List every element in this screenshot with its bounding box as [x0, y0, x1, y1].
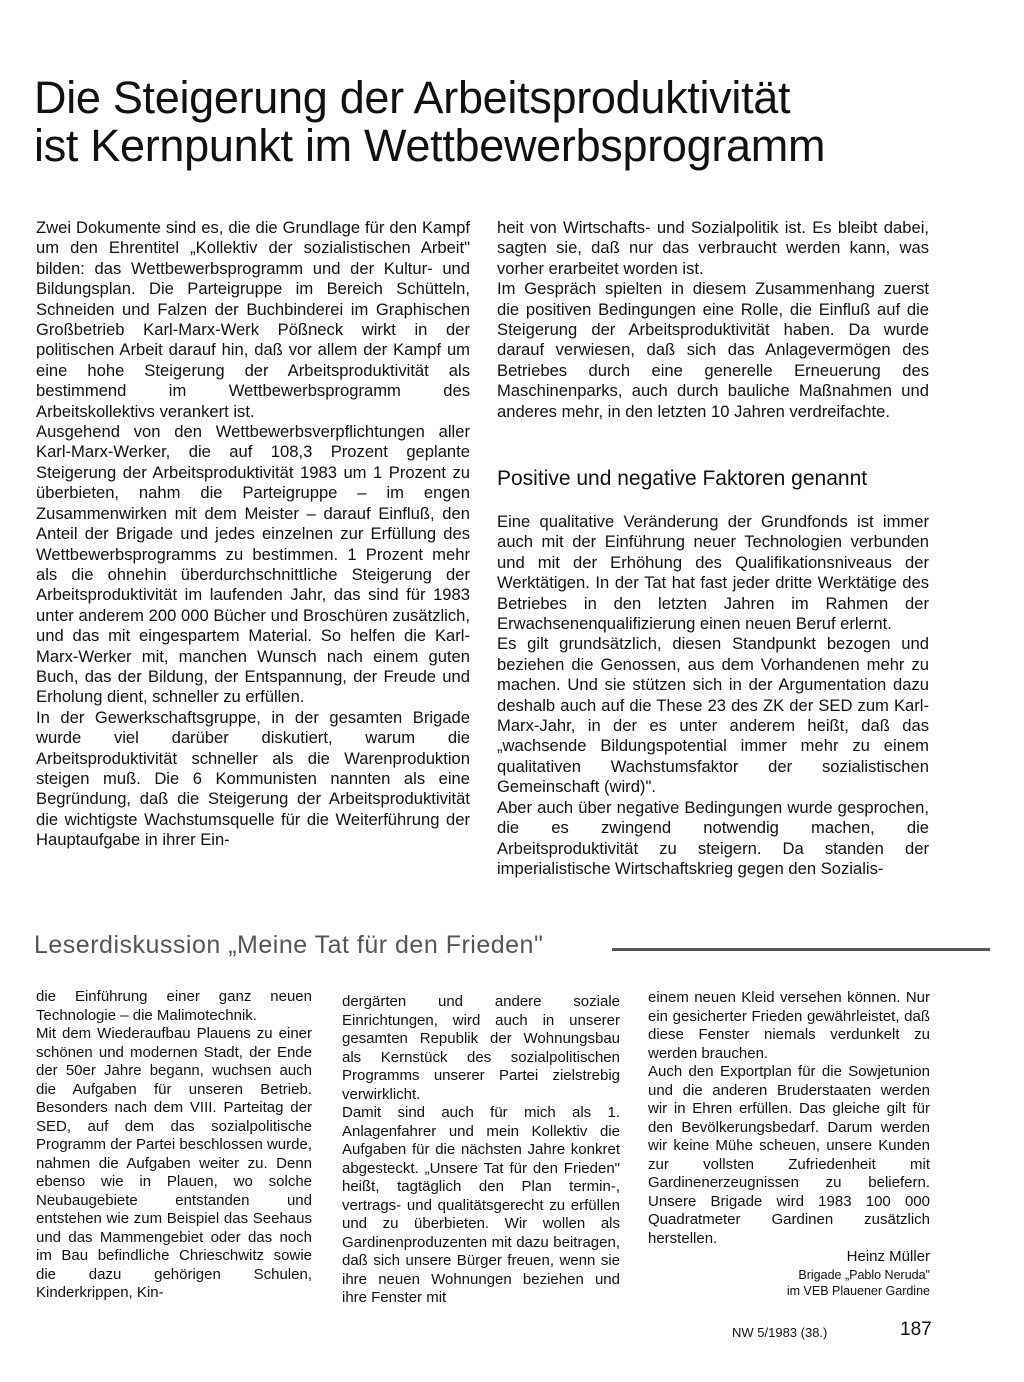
article-title-line-2: ist Kernpunkt im Wettbewerbsprogramm	[34, 120, 826, 171]
article-paragraph: Es gilt grundsätzlich, diesen Standpunkt bezogen und beziehen die Genossen, aus dem Vorhandenen mehr zu machen. Und sie stützen sich in der Argumentation dazu deshalb auch auf die These 23 des ZK der SED zum Karl-Marx-Jahr, in der es unter anderem heißt, daß das „wachsende Bildungspotential immer mehr zu einem qualitativen Wachstumsfaktor der sozialistischen Gemeinschaft (wird)".	[497, 634, 929, 797]
article-subheading: Positive und negative Faktoren genannt	[497, 467, 868, 490]
article-title	[34, 74, 994, 170]
article-column-2-top	[497, 218, 929, 422]
author-name: Heinz Müller	[846, 1248, 930, 1265]
article-paragraph: Im Gespräch spielten in diesem Zusammenhang zuerst die positiven Bedingungen eine Rolle, die Einfluß auf die Steigerung der Arbeitsproduktivität haben. Da wurde darauf verwiesen, daß sich das Anlagevermögen des Betriebes durch eine generelle Erneuerung des Maschinenparks, auch durch bauliche Maßnahmen und anderes mehr, in den letzten 10 Jahren verdreifachte.	[497, 279, 929, 421]
author-affiliation-line: Brigade „Pablo Neruda"	[798, 1268, 930, 1282]
article-column-2-bottom	[497, 512, 929, 879]
author-affiliation	[648, 1267, 930, 1299]
article-paragraph: Zwei Dokumente sind es, die die Grundlage für den Kampf um den Ehrentitel „Kollektiv der sozialistischen Arbeit" bilden: das Wettbewerbsprogramm und der Kultur- und Bildungsplan. Die Parteigruppe im Bereich Schütteln, Schneiden und Falzen der Buchbinderei im Graphischen Großbetrieb Karl-Marx-Werk Pößneck wirkt in der politischen Arbeit darauf hin, daß vor allem der Kampf um eine hohe Steigerung der Arbeitsproduktivität als bestimmend im Wettbewerbsprogramm des Arbeitskollektivs verankert ist.	[36, 218, 470, 421]
page-number: 187	[900, 1319, 932, 1340]
reader-discussion-heading: Leserdiskussion „Meine Tat für den Frieden"	[34, 931, 544, 959]
reader-paragraph: Damit sind auch für mich als 1. Anlagenfahrer und mein Kollektiv die Aufgaben für die nächsten Jahre konkret abgesteckt. „Unsere Tat für den Frieden" heißt, tagtäglich den Plan termin-, vertrags- und qualitätsgerecht zu erfüllen und zu überbieten. Wir wollen als Gardinenproduzenten mit dazu beitragen, daß sich unsere Bürger freuen, wenn sie ihre neuen Wohnungen beziehen und ihre Fenster mit	[342, 1104, 620, 1306]
article-paragraph: Aber auch über negative Bedingungen wurde gesprochen, die es zwingend notwendig machen, die Arbeitsproduktivität zu steigern. Da standen der imperialistische Wirtschaftskrieg gegen den Sozialis-	[497, 797, 929, 878]
article-title-line-1: Die Steigerung der Arbeitsproduktivität	[34, 72, 791, 123]
reader-column-2	[342, 993, 620, 1308]
article-paragraph: Eine qualitative Veränderung der Grundfonds ist immer auch mit der Einführung neuer Technologien verbunden und mit der Erhöhung des Qualifikationsniveaus der Werktätigen. In der Tat hat fast jeder dritte Werktätige des Betriebes in den letzten Jahren im Rahmen der Erwachsenenqualifizierung einen neuen Beruf erlernt.	[497, 512, 929, 634]
article-column-1	[36, 218, 470, 851]
article-paragraph: Ausgehend von den Wettbewerbsverpflichtungen aller Karl-Marx-Werker, die auf 108,3 Prozent geplante Steigerung der Arbeitsproduktivität 1983 um 1 Prozent zu überbieten, nahm die Parteigruppe – im engen Zusammenwirken mit dem Meister – darauf Einfluß, den Anteil der Brigade und jedes einzelnen zur Erfüllung des Wettbewerbsprogramms zu bestimmen. 1 Prozent mehr als die ohnehin überdurchschnittliche Steigerung der Arbeitsproduktivität im laufenden Jahr, das sind für 1983 unter anderem 200 000 Bücher und Broschüren zusätzlich, und das mit eingespartem Material. So helfen die Karl-Marx-Werker mit, manchen Wunsch nach einem guten Buch, das der Bildung, der Entspannung, der Freude und Erholung dient, schneller zu erfüllen.	[36, 422, 470, 707]
reader-paragraph: Mit dem Wiederaufbau Plauens zu einer schönen und modernen Stadt, der Ende der 50er Jahre begann, wuchsen auch die Aufgaben für unseren Betrieb. Besonders nach dem VIII. Parteitag der SED, auf dem das sozialpolitische Programm der Partei beschlossen wurde, nahmen die Aufgaben weiter zu. Denn ebenso wie in Plauen, wo solche Neubaugebiete entstanden und entstehen wie zum Beispiel das Seehaus und das Mammengebiet oder das noch im Bau befindliche Chrieschwitz sowie die dazu gehörigen Schulen, Kinderkrippen, Kin-	[36, 1025, 312, 1301]
author-affiliation-line: im VEB Plauener Gardine	[786, 1284, 930, 1298]
reader-column-3	[648, 989, 930, 1248]
issue-reference: NW 5/1983 (38.)	[732, 1325, 828, 1340]
article-paragraph: In der Gewerkschaftsgruppe, in der gesamten Brigade wurde viel darüber diskutiert, warum die Arbeitsproduktivität schneller als die Warenproduktion steigen muß. Die 6 Kommunisten nannten als eine Begründung, daß die Steigerung der Arbeitsproduktivität die wichtigste Wachstumsquelle für die Weiterführung der Hauptaufgabe in ihrer Ein-	[36, 707, 470, 850]
reader-paragraph: einem neuen Kleid versehen können. Nur ein gesicherter Frieden gewährleistet, daß diese Fenster niemals verdunkelt zu werden brauchen.	[648, 989, 930, 1062]
section-divider	[612, 948, 990, 951]
reader-paragraph: dergärten und andere soziale Einrichtungen, wird auch in unserer gesamten Republik der Wohnungsbau als Kernstück des sozialpolitischen Programms unserer Partei zielstrebig verwirklicht.	[342, 993, 620, 1103]
reader-paragraph: die Einführung einer ganz neuen Technologie – die Malimotechnik.	[36, 988, 312, 1024]
article-paragraph: heit von Wirtschafts- und Sozialpolitik ist. Es bleibt dabei, sagten sie, daß nur das verbraucht werden kann, was vorher erarbeitet worden ist.	[497, 218, 929, 278]
reader-paragraph: Auch den Exportplan für die Sowjetunion und die anderen Bruderstaaten werden wir in Ehren erfüllen. Das gleiche gilt für den Bevölkerungsbedarf. Darum werden wir keine Mühe scheuen, unsere Kunden zur vollsten Zufriedenheit mit Gardinenerzeugnissen zu beliefern. Unsere Brigade wird 1983 100 000 Quadratmeter Gardinen zusätzlich herstellen.	[648, 1063, 930, 1247]
reader-column-1	[36, 988, 312, 1303]
